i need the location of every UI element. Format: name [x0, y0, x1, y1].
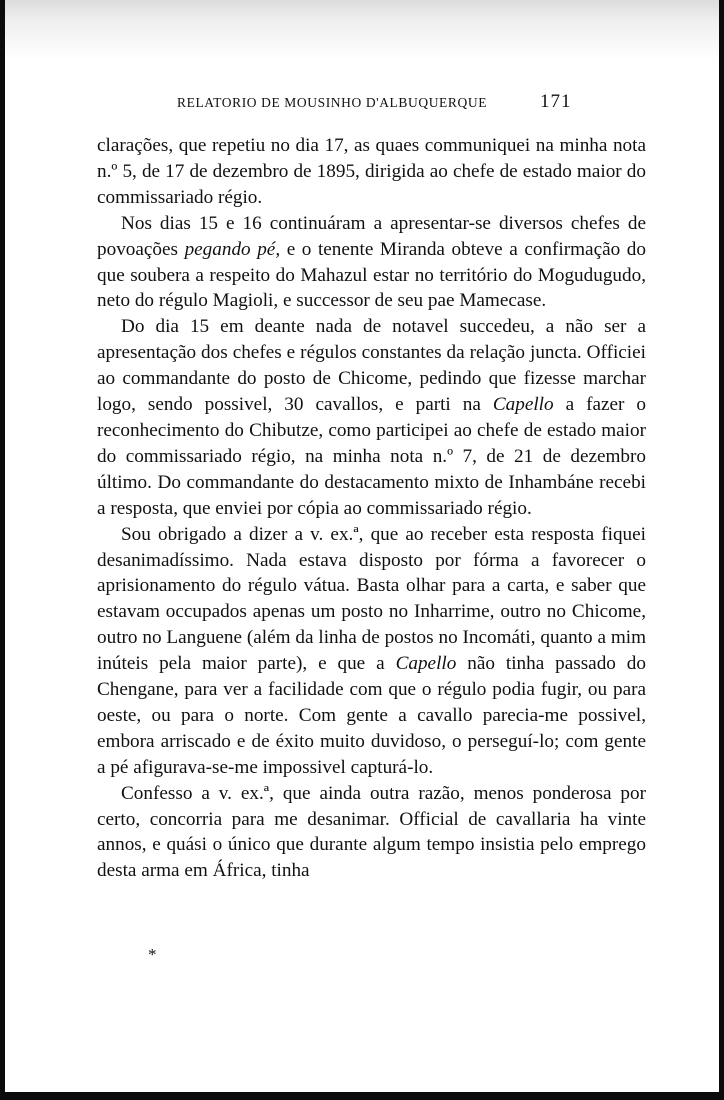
text-run: não tinha passado do Chengane, para ver a facilidade com que o régulo podia fugir, ou para oeste, ou para o norte. Com gente a cavallo parecia-me possivel, embora arriscado e de éxito muito duvidoso, o perseguí-lo; com gente a pé afigurava-se-me impossivel capturá-lo. — [97, 653, 646, 778]
text-run: a fazer o reconhecimento do Chibutze, como participei ao chefe de estado maior do commissariado régio, na minha nota n.º 7, de 21 de dezembro último. Do commandante do destacamento mixto de Inhambáne recebi a resposta, que enviei por cópia ao commissariado régio. — [97, 394, 646, 519]
page-header — [177, 91, 577, 119]
paragraph — [97, 211, 646, 315]
signature-mark: * — [148, 945, 157, 964]
text-run: Do dia 15 em deante nada de notavel succedeu, a não ser a apresentação dos chefes e régulos constantes da relação juncta. Officiei ao commandante do posto de Chicome, pedindo que fizesse marchar logo, sendo possivel, 30 cavallos, e parti na — [97, 316, 646, 416]
paragraph — [97, 314, 646, 521]
body-text — [97, 133, 646, 884]
text-run: e o tenente Miranda obteve a confirmação do que soubera a respeito do Mahazul estar no território do Mogudugudo, neto do régulo Magioli, e successor de seu pae Mamecase. — [97, 238, 646, 312]
running-title: RELATORIO DE MOUSINHO D'ALBUQUERQUE — [177, 95, 488, 110]
paragraph — [97, 133, 646, 211]
paragraph — [97, 522, 646, 781]
italic-text: pegando pé, — [184, 238, 281, 260]
text-run: clarações, que repetiu no dia 17, as quaes communiquei na minha nota n.º 5, de 17 de dezembro de 1895, dirigida ao chefe de estado maior do commissariado régio. — [97, 135, 646, 208]
italic-text: Capello — [492, 394, 554, 416]
text-run: Confesso a v. ex.ª, que ainda outra razão, menos ponderosa por certo, concorria para me desanimar. Official de cavallaria ha vinte annos, e quási o único que durante algum tempo insistia pelo emprego desta arma em África, tinha — [97, 782, 646, 882]
italic-text: Capello — [395, 653, 457, 675]
text-run: Nos dias 15 e 16 continuáram a apresentar-se diversos chefes de povoações — [97, 212, 646, 260]
text-run: Sou obrigado a dizer a v. ex.ª, que ao receber esta resposta fiquei desanimadíssimo. Nada estava disposto por fórma a favorecer o aprisionamento do régulo vátua. Basta olhar para a carta, e saber que estavam occupados apenas um posto no Inharrime, outro no Chicome, outro no Languene (além da linha de postos no Incomáti, quanto a mim inúteis pela maior parte), e que a — [97, 523, 646, 675]
page-number: 171 — [540, 91, 572, 112]
paragraph — [97, 781, 646, 885]
scan-top-shadow — [5, 0, 719, 60]
